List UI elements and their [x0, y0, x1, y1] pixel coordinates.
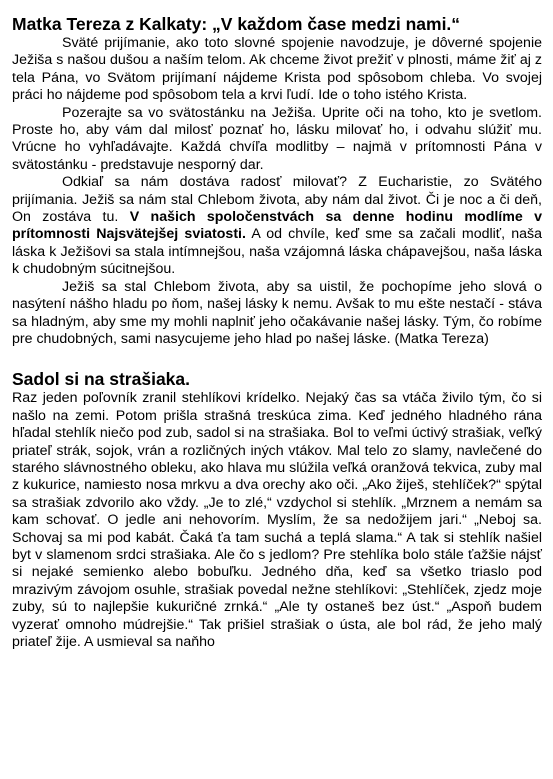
- bold-emphasis: V našich spoločenstvách sa denne hodinu modlíme v prítomnosti Najsvätejšej sviatosti.: [12, 209, 543, 243]
- paragraph: Ježiš sa stal Chlebom života, aby sa uistil, že pochopíme jeho slová o nasýtení nášho hladu po ňom, našej lásky k nemu. Avšak to mu ešte nestačí - stáva sa hladným, aby sme my mohli naplniť jeho očakávanie našej lásky. Tým, čo robíme pre chudobných, sami nasycujeme jeho hlad po našej láske. (Matka Tereza): [12, 278, 542, 347]
- document-page: [12, 14, 542, 651]
- article-title-mother-teresa: Matka Tereza z Kalkaty: „V každom čase medzi nami.“: [12, 14, 461, 34]
- paragraph: [12, 174, 542, 278]
- article-title-scarecrow: Sadol si na strašiaka.: [12, 369, 191, 390]
- paragraph: Raz jeden poľovník zranil stehlíkovi krídelko. Nejaký čas sa vtáča živilo tým, čo si našlo na zemi. Potom prišla strašná treskúca zima. Keď jedného hladného rána hľadal stehlík niečo pod zub, sadol si na strašiaka. Bol to veľmi úctivý strašiak, veľký priateľ strák, sojok, vrán a rozličných iných vtákov. Mal telo zo slamy, navlečené do starého slávnostného obleku, ako hlava mu slúžila veľká oranžová tekvica, zuby mal z kukurice, namiesto nosa mrkvu a dva orechy ako oči. „Ako žiješ, stehlíček?“ spýtal sa strašiak zdvorilo ako vždy. „Je to zlé,“ vzdychol si stehlík. „Mrznem a nemám sa kam schovať. O jedle ani nehovorím. Myslím, že sa nedožijem jari.“ „Neboj sa. Schovaj sa mi pod kabát. Čaká ťa tam suchá a teplá slama.“ A tak si stehlík našiel byt v slamenom srdci strašiaka. Ale čo s jedlom? Pre stehlíka bolo stále ťažšie nájsť si nejaké semienko alebo bobuľku. Jedného dňa, keď sa všetko triaslo pod mrazivým závojom osuhle, strašiak povedal nežne stehlíkovi: „Stehlíček, zjedz moje zuby, sú to najlepšie kukuričné zrnká.“ „Ale ty ostaneš bez úst.“ „Aspoň budem vyzerať omnoho múdrejšie.“ Tak prišiel strašiak o ústa, ale bol rád, že jeho malý priateľ žije. A usmieval sa naňho: [12, 390, 542, 650]
- paragraph: Sväté prijímanie, ako toto slovné spojenie navodzuje, je dôverné spojenie Ježiša s našou dušou a naším telom. Ak chceme život prežiť v plnosti, máme žiť aj z tela Pána, vo Svätom prijímaní nájdeme Krista pod spôsobom chleba. Vo svojej práci ho nájdeme pod spôsobom tela a krvi ľudí. Ide o toho istého Krista.: [12, 35, 542, 104]
- paragraph: Pozerajte sa vo svätostánku na Ježiša. Uprite oči na toho, kto je svetlom. Proste ho, aby vám dal milosť poznať ho, lásku milovať ho, i odvahu slúžiť mu. Vrúcne ho vyhľadávajte. Každá chvíľa modlitby – najmä v prítomnosti Pána v svätostánku - predstavuje nesporný dar.: [12, 104, 542, 173]
- paragraph-text: A od chvíle, keď sme sa začali modliť, naša láska k Ježišovi sa stala intímnejšou, naša vzájomná láska chápavejšou, naša láska k chudobným súcitnejšou.: [12, 226, 542, 278]
- paragraph-text: Odkiaľ sa nám dostáva radosť milovať? Z Eucharistie, zo Svätého prijímania. Ježiš sa nám stal Chlebom života, aby nám dal život. Či je noc a či deň, On zostáva tu.: [12, 174, 542, 226]
